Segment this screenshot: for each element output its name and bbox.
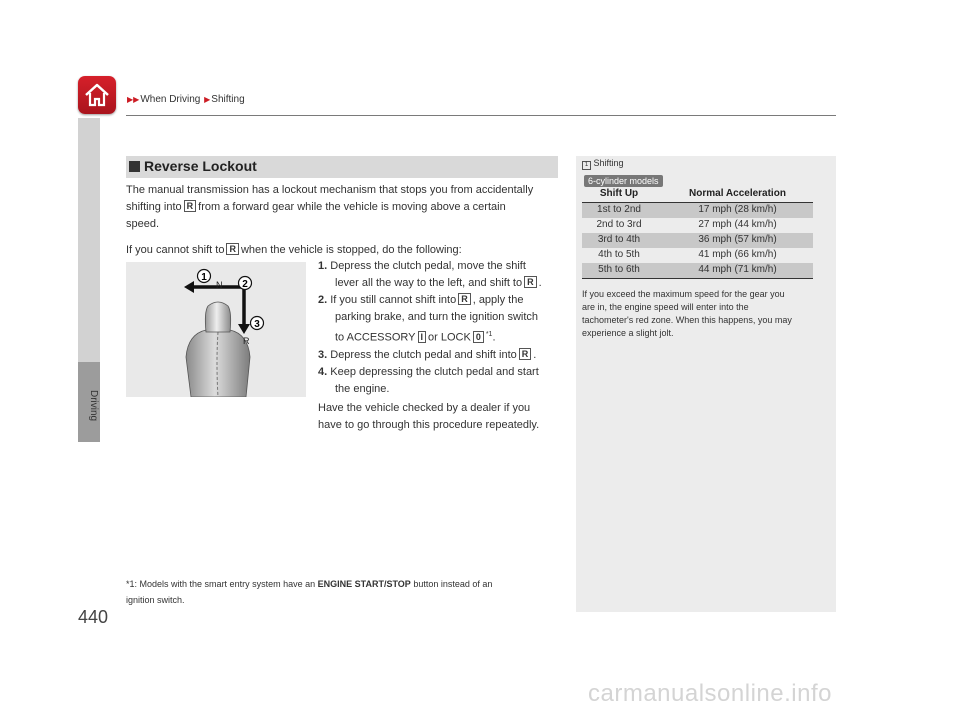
step-number: 1. [318, 260, 328, 272]
intro-line: shifting into R from a forward gear while the vehicle is moving above a certain [126, 201, 506, 213]
callout-1-label: 1 [201, 272, 207, 283]
header-divider [126, 115, 836, 116]
shift-knob [205, 302, 230, 332]
col-normal-acceleration: Normal Acceleration [689, 188, 786, 199]
breadcrumb-arrow-icon: ▶ [204, 95, 211, 104]
breadcrumb-when-driving[interactable]: When Driving [140, 94, 201, 105]
home-icon [78, 76, 116, 114]
section-header [126, 156, 558, 178]
table-row: 3rd to 4th 36 mph (57 km/h) [582, 233, 813, 248]
col-shift-up: Shift Up [599, 188, 639, 199]
table-row: 1st to 2nd 17 mph (28 km/h) [582, 203, 813, 218]
reverse-key: R [226, 243, 239, 255]
callout-2-label: 2 [242, 279, 248, 290]
home-button[interactable] [78, 76, 116, 114]
intro-paragraph [126, 182, 566, 233]
callout-3-label: 3 [254, 319, 260, 330]
reverse-key: R [519, 348, 532, 360]
sidebar-note-heading: 1 Shifting [582, 158, 624, 170]
footnote-ref[interactable]: *1 [485, 331, 493, 338]
model-badge: 6-cylinder models [584, 175, 663, 187]
section-title: Reverse Lockout [144, 158, 257, 174]
footnote: *1: Models with the smart entry system have an ENGINE START/STOP button instead of an ignition switch. [126, 579, 493, 605]
section-bullet-icon [129, 161, 140, 172]
chapter-tab-label [75, 390, 103, 430]
accessory-key: I [418, 331, 427, 343]
step-number: 3. [318, 348, 328, 361]
step-1: 1. Depress the clutch pedal, move the shift lever all the way to the left, and shift to R . [318, 260, 542, 289]
intro-line: speed. [126, 218, 160, 230]
shift-lever-figure [126, 262, 306, 397]
step-number: 2. [318, 294, 328, 306]
reverse-key: R [524, 276, 537, 288]
step-2: 2. If you still cannot shift into R , apply the parking brake, and turn the ignition switch to ACCESSORY I or LOCK 0 $^{*1}$. [318, 294, 539, 344]
watermark: carmanualsonline.info [588, 680, 832, 707]
chapter-tab-text: Driving [88, 390, 99, 422]
intro-line: The manual transmission has a lockout mechanism that stops you from accidentally [126, 184, 534, 196]
page-number: 440 [78, 607, 109, 627]
gear-r-label: R [243, 336, 250, 346]
step-4: 4. Keep depressing the clutch pedal and start the engine. [318, 365, 539, 395]
table-header [582, 187, 813, 203]
gear-n-label: N [216, 280, 223, 290]
steps-list [318, 258, 568, 398]
lock-key: 0 [473, 331, 484, 343]
step-3: 3. Depress the clutch pedal and shift into R . [318, 348, 537, 361]
breadcrumb [126, 94, 245, 105]
sidebar-note-text: If you exceed the maximum speed for the gear you are in, the engine speed will enter into the tachometer's red zone. When this happens, you may experience a slight jolt. [582, 289, 792, 338]
breadcrumb-arrow-icon: ▶▶ [127, 95, 140, 104]
table-row: 4th to 5th 41 mph (66 km/h) [598, 249, 777, 260]
note-icon: 1 [582, 161, 591, 170]
step-number: 4. [318, 365, 328, 378]
instruction-lead: If you cannot shift to R when the vehicle is stopped, do the following: [126, 244, 462, 256]
reverse-key: R [184, 200, 197, 212]
reverse-key: R [458, 293, 471, 305]
table-row: 5th to 6th 44 mph (71 km/h) [582, 263, 813, 279]
breadcrumb-shifting[interactable]: Shifting [211, 94, 245, 105]
closing-paragraph: Have the vehicle checked by a dealer if you have to go through this procedure repeatedly. [318, 402, 540, 431]
table-row: 2nd to 3rd 27 mph (44 km/h) [596, 219, 777, 230]
